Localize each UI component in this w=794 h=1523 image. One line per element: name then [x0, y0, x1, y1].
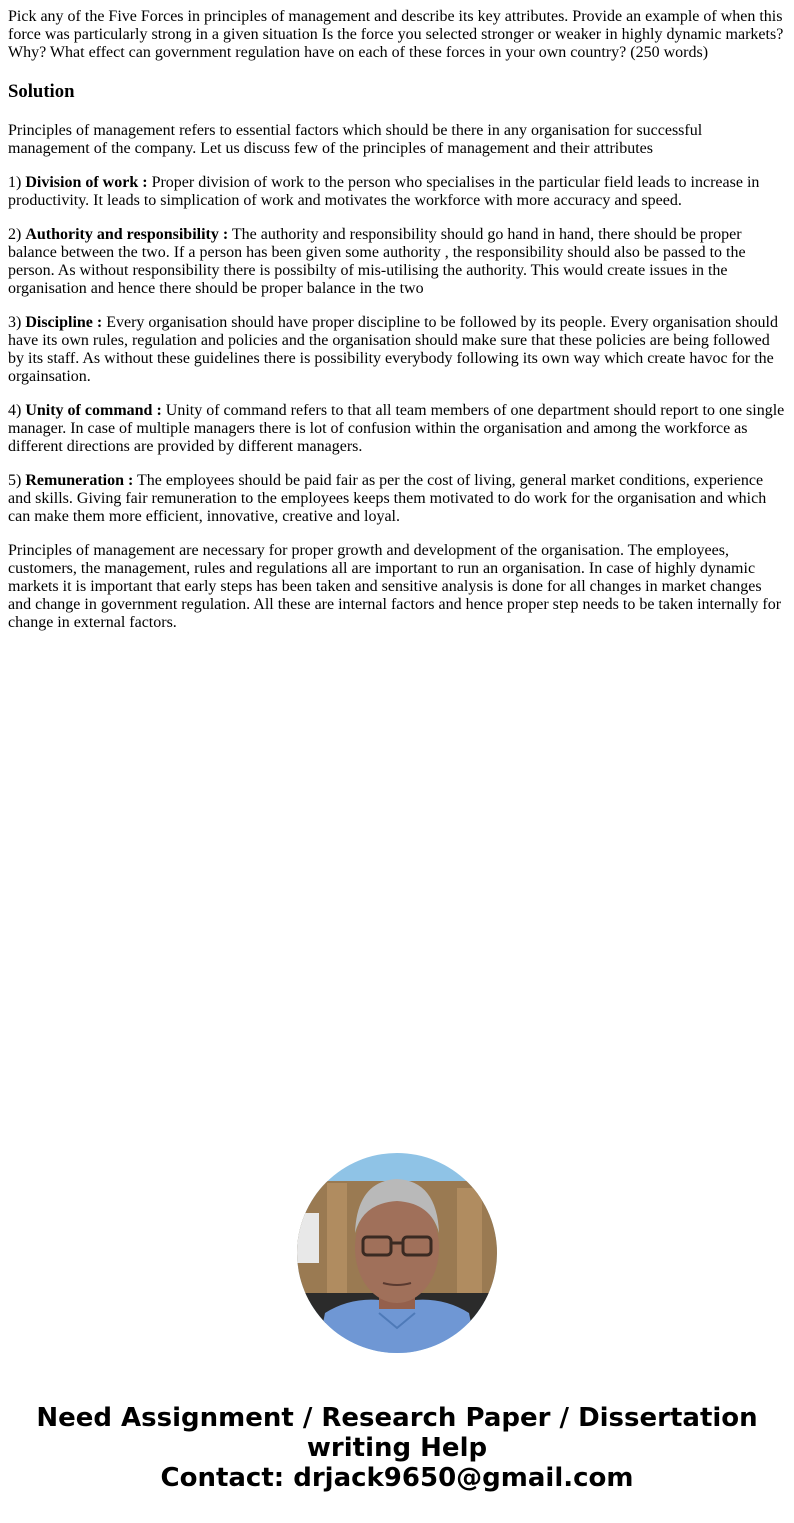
- principle-number: 4): [8, 402, 22, 419]
- principle-title: Unity of command :: [25, 402, 162, 419]
- principle-number: 5): [8, 472, 22, 489]
- contact-banner-line-2: writing Help: [306, 1433, 488, 1463]
- principle-number: 2): [8, 226, 22, 243]
- principle-number: 3): [8, 314, 22, 331]
- contact-banner: [0, 1403, 794, 1493]
- principle-text: The authority and responsibility should go hand in hand, there should be proper balance between the two. If a person has been given some authority , the responsibility should also be passed to the person. As without responsibility there is possibilty of mis-utilising the authority. This would create issues in the organisation and hence there should be proper balance in the two: [8, 226, 746, 297]
- principle-title: Authority and responsibility :: [25, 226, 229, 243]
- principle-item: [8, 314, 786, 386]
- principle-text: The employees should be paid fair as per the cost of living, general market conditions, experience and skills. Giving fair remuneration to the employees keeps them motivated to do work for the organisation and which can make them more efficient, innovative, creative and loyal.: [8, 472, 767, 525]
- principle-item: [8, 226, 786, 298]
- principle-text: Proper division of work to the person who specialises in the particular field leads to increase in productivity. It leads to simplication of work and motivates the workforce with more accuracy and speed.: [8, 174, 760, 209]
- principle-number: 1): [8, 174, 22, 191]
- question-text: Pick any of the Five Forces in principles of management and describe its key attributes. Provide an example of when this force was particularly strong in a given situation Is the force you selected stronger or weaker in highly dynamic markets? Why? What effect can government regulation have on each of these forces in your own country? (250 words): [8, 8, 784, 61]
- avatar: [297, 1153, 497, 1353]
- person-photo-icon: [297, 1153, 497, 1353]
- principle-text: Unity of command refers to that all team members of one department should report to one single manager. In case of multiple managers there is lot of confusion within the organisation and among the workforce as different directions are provided by different managers.: [8, 402, 785, 455]
- contact-banner-line-1: Need Assignment / Research Paper / Dissertation: [36, 1403, 758, 1433]
- principle-item: [8, 472, 786, 526]
- principle-title: Discipline :: [25, 314, 103, 331]
- document-content: [0, 0, 794, 632]
- principle-title: Division of work :: [25, 174, 148, 191]
- principle-item: [8, 174, 786, 210]
- principle-item: [8, 402, 786, 456]
- solution-heading: Solution: [8, 81, 75, 102]
- principle-text: Every organisation should have proper discipline to be followed by its people. Every organisation should have its own rules, regulation and policies and the organisation should make sure that these policies are being followed by its staff. As without these guidelines there is possibility everybody following its own way which create havoc for the orgainsation.: [8, 314, 778, 385]
- solution-intro: Principles of management refers to essential factors which should be there in any organisation for successful management of the company. Let us discuss few of the principles of management and their attributes: [8, 122, 703, 157]
- solution-conclusion: Principles of management are necessary for proper growth and development of the organisation. The employees, customers, the management, rules and regulations all are important to run an organisation. In case of highly dynamic markets it is important that early steps has been taken and sensitive analysis is done for all changes in market changes and change in government regulation. All these are internal factors and hence proper step needs to be taken internally for change in external factors.: [8, 542, 782, 631]
- contact-email: Contact: drjack9650@gmail.com: [160, 1463, 634, 1493]
- principle-title: Remuneration :: [25, 472, 134, 489]
